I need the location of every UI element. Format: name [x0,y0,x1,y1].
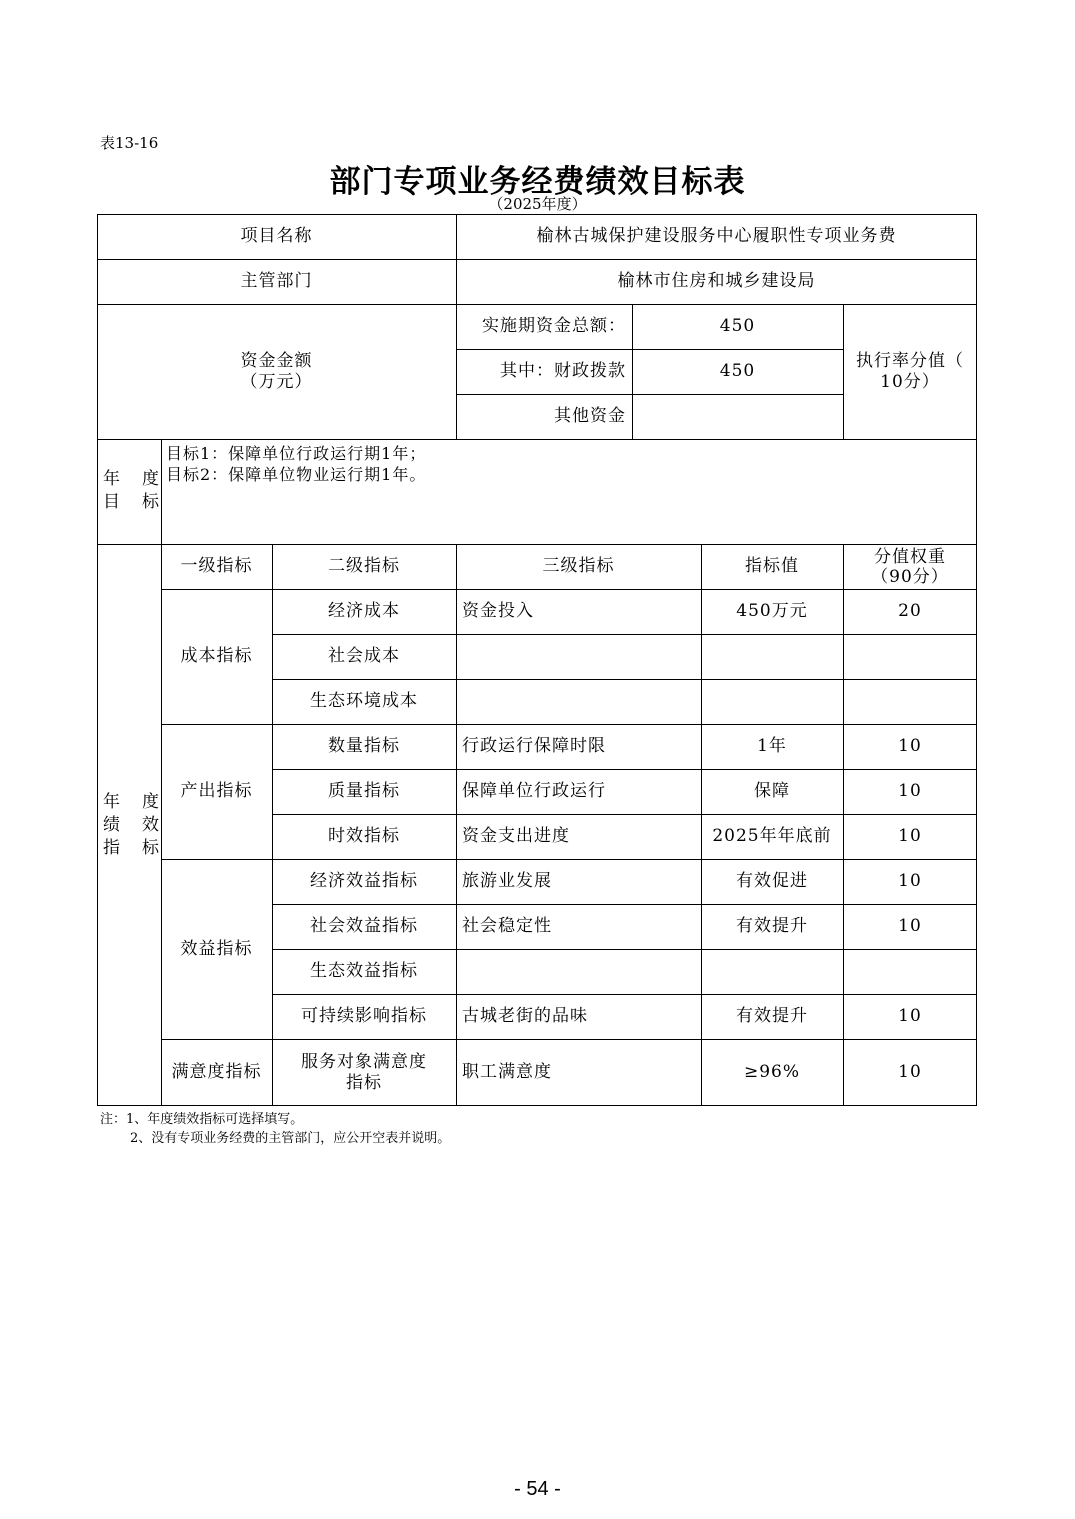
dept-label: 主管部门 [240,271,313,291]
note-2: 2、没有专项业务经费的主管部门，应公开空表并说明。 [130,1131,451,1146]
value-cell: 有效促进 [736,871,808,891]
weight-header-line1: 分值权重 [874,546,946,567]
level1-satisfaction: 满意度指标 [171,1062,262,1082]
execution-rate-line2: 10分） [880,371,940,392]
value-cell [701,634,843,679]
level3-cell [456,634,701,679]
side-label-char: 指 [103,838,120,858]
page-number: - 54 - [514,1478,561,1500]
level3-cell: 资金支出进度 [462,826,570,846]
side-label-char: 度 [142,792,159,812]
goal-item: 目标1：保障单位行政运行期1年； [166,444,427,463]
note-1: 注：1、年度绩效指标可选择填写。 [100,1112,304,1127]
level2-satisfaction [272,1039,456,1106]
annual-goal-char: 度 [142,469,159,489]
col-header-level3: 三级指标 [542,556,615,576]
weight-cell: 10 [898,781,922,801]
weight-cell: 10 [898,871,922,891]
performance-indicators-label [103,791,159,860]
col-header-level1: 一级指标 [180,556,253,576]
goal-item: 目标2：保障单位物业运行期1年。 [166,465,427,484]
value-cell [701,679,843,724]
weight-cell: 10 [898,736,922,756]
side-label-char: 年 [103,792,120,812]
level2-cell: 生态环境成本 [310,691,418,711]
weight-cell [843,949,977,994]
project-name-label: 项目名称 [240,226,313,246]
value-cell: 450万元 [736,601,808,621]
level2-cell: 生态效益指标 [310,961,418,981]
level2-cell: 社会成本 [328,646,400,666]
level3-cell [456,679,701,724]
level3-cell: 古城老街的品味 [462,1006,588,1026]
side-label-char: 效 [142,815,159,835]
col-header-level2: 二级指标 [328,556,400,576]
fiscal-funds-label: 其中：财政拨款 [500,361,626,381]
level2-cell: 经济效益指标 [310,871,418,891]
annual-goals-text [166,443,426,485]
col-header-weight [843,544,977,589]
value-cell: 有效提升 [736,1006,808,1026]
level2-cell: 经济成本 [328,601,400,621]
col-header-value: 指标值 [745,556,799,576]
level2-cell: 数量指标 [328,736,400,756]
annual-goal-char: 标 [142,492,159,512]
value-cell: 保障 [754,781,790,801]
level3-cell: 社会稳定性 [462,916,552,936]
value-cell: 2025年年底前 [712,826,832,846]
level3-cell: 旅游业发展 [462,871,552,891]
value-cell: 1年 [757,736,787,756]
page-title: 部门专项业务经费绩效目标表 [329,164,746,200]
total-funds-value: 450 [719,316,756,336]
fiscal-funds-value: 450 [719,361,756,381]
level2-cell: 可持续影响指标 [301,1006,427,1026]
weight-satisfaction: 10 [898,1062,922,1082]
level1-cost: 成本指标 [180,646,253,666]
level2-satisfaction-line2: 指标 [346,1072,382,1093]
level1-benefit: 效益指标 [180,938,253,959]
execution-rate-score [843,304,977,439]
level3-satisfaction: 职工满意度 [462,1062,552,1082]
other-funds-label: 其他资金 [554,406,626,426]
funds-label-line1: 资金金额 [240,350,313,371]
weight-cell: 10 [898,1006,922,1026]
table-number: 表13-16 [100,134,159,152]
side-label-char: 绩 [103,815,120,835]
weight-cell: 20 [898,601,922,621]
side-label-char: 标 [142,838,159,858]
annual-goal-label [103,468,159,514]
annual-goal-char: 年 [103,469,120,489]
dept-value: 榆林市住房和城乡建设局 [617,271,816,291]
level2-cell: 时效指标 [328,826,400,846]
level3-cell: 资金投入 [462,601,534,621]
fiscal-year-subtitle: （2025年度） [488,195,587,213]
level1-output: 产出指标 [180,781,253,801]
annual-goal-char: 目 [103,492,120,512]
funds-label [97,304,456,439]
weight-cell [843,634,977,679]
execution-rate-line1: 执行率分值（ [856,350,964,371]
other-funds-value [632,394,843,439]
weight-header-line2: （90分） [871,566,949,587]
weight-cell [843,679,977,724]
level2-cell: 社会效益指标 [310,916,418,936]
weight-cell: 10 [898,826,922,846]
level3-cell [456,949,701,994]
value-satisfaction: ≥96% [743,1062,801,1082]
project-name-value: 榆林古城保护建设服务中心履职性专项业务费 [536,226,897,246]
total-funds-label: 实施期资金总额： [482,316,626,336]
level2-satisfaction-line1: 服务对象满意度 [301,1051,427,1072]
funds-label-line2: （万元） [240,371,313,392]
level2-cell: 质量指标 [328,781,400,801]
weight-cell: 10 [898,916,922,936]
value-cell [701,949,843,994]
level3-cell: 行政运行保障时限 [462,736,606,756]
value-cell: 有效提升 [736,916,808,936]
level3-cell: 保障单位行政运行 [462,781,606,801]
